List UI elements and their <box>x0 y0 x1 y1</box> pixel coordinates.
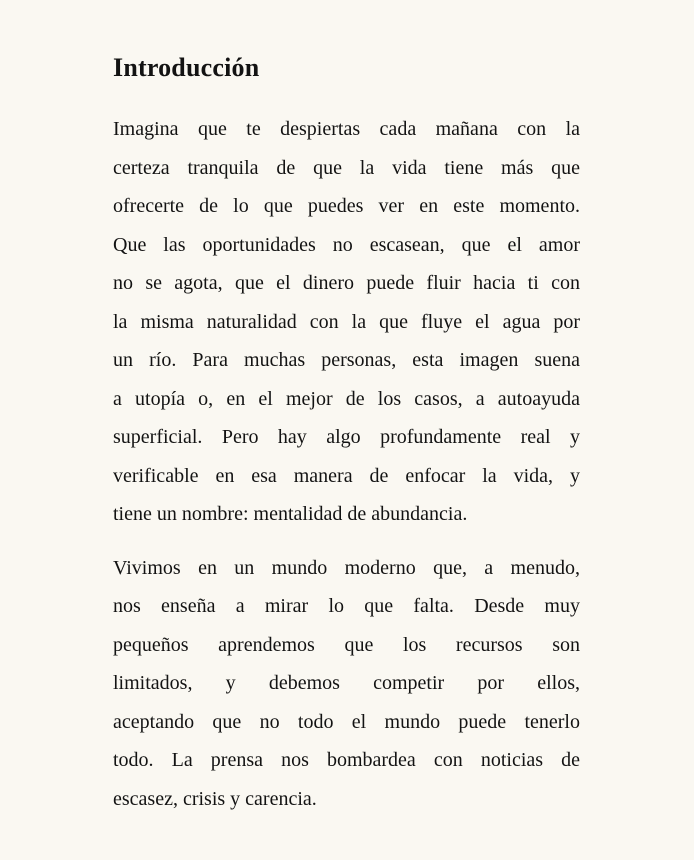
text-line: no se agota, que el dinero puede fluir hacia ti con <box>113 272 580 294</box>
text-line: superficial. Pero hay algo profundamente real y <box>113 426 580 448</box>
text-line: a utopía o, en el mejor de los casos, a autoayuda <box>113 387 580 410</box>
text-line: todo. La prensa nos bombardea con noticias de <box>113 749 580 771</box>
text-line: limitados, y debemos competir por ellos, <box>113 672 580 694</box>
text-line: pequeños aprendemos que los recursos son <box>113 633 580 656</box>
text-line: aceptando que no todo el mundo puede tenerlo <box>113 710 580 733</box>
text-line: nos enseña a mirar lo que falta. Desde muy <box>113 595 580 617</box>
paragraph <box>113 549 580 819</box>
paragraph <box>113 110 580 534</box>
text-line: ofrecerte de lo que puedes ver en este momento. <box>113 195 580 217</box>
text-line: la misma naturalidad con la que fluye el agua por <box>113 310 580 333</box>
text-line: Vivimos en un mundo moderno que, a menudo, <box>113 556 580 579</box>
text-line: Imagina que te despiertas cada mañana con la <box>113 118 580 140</box>
text-line: verificable en esa manera de enfocar la vida, y <box>113 464 580 487</box>
text-line: Que las oportunidades no escasean, que el amor <box>113 233 580 256</box>
text-line: un río. Para muchas personas, esta imagen suena <box>113 349 580 371</box>
text-line: escasez, crisis y carencia. <box>113 787 317 810</box>
body-text <box>113 110 580 818</box>
section-title: Introducción <box>113 53 260 82</box>
text-line: tiene un nombre: mentalidad de abundancia. <box>113 503 468 525</box>
text-line: certeza tranquila de que la vida tiene más que <box>113 156 580 179</box>
